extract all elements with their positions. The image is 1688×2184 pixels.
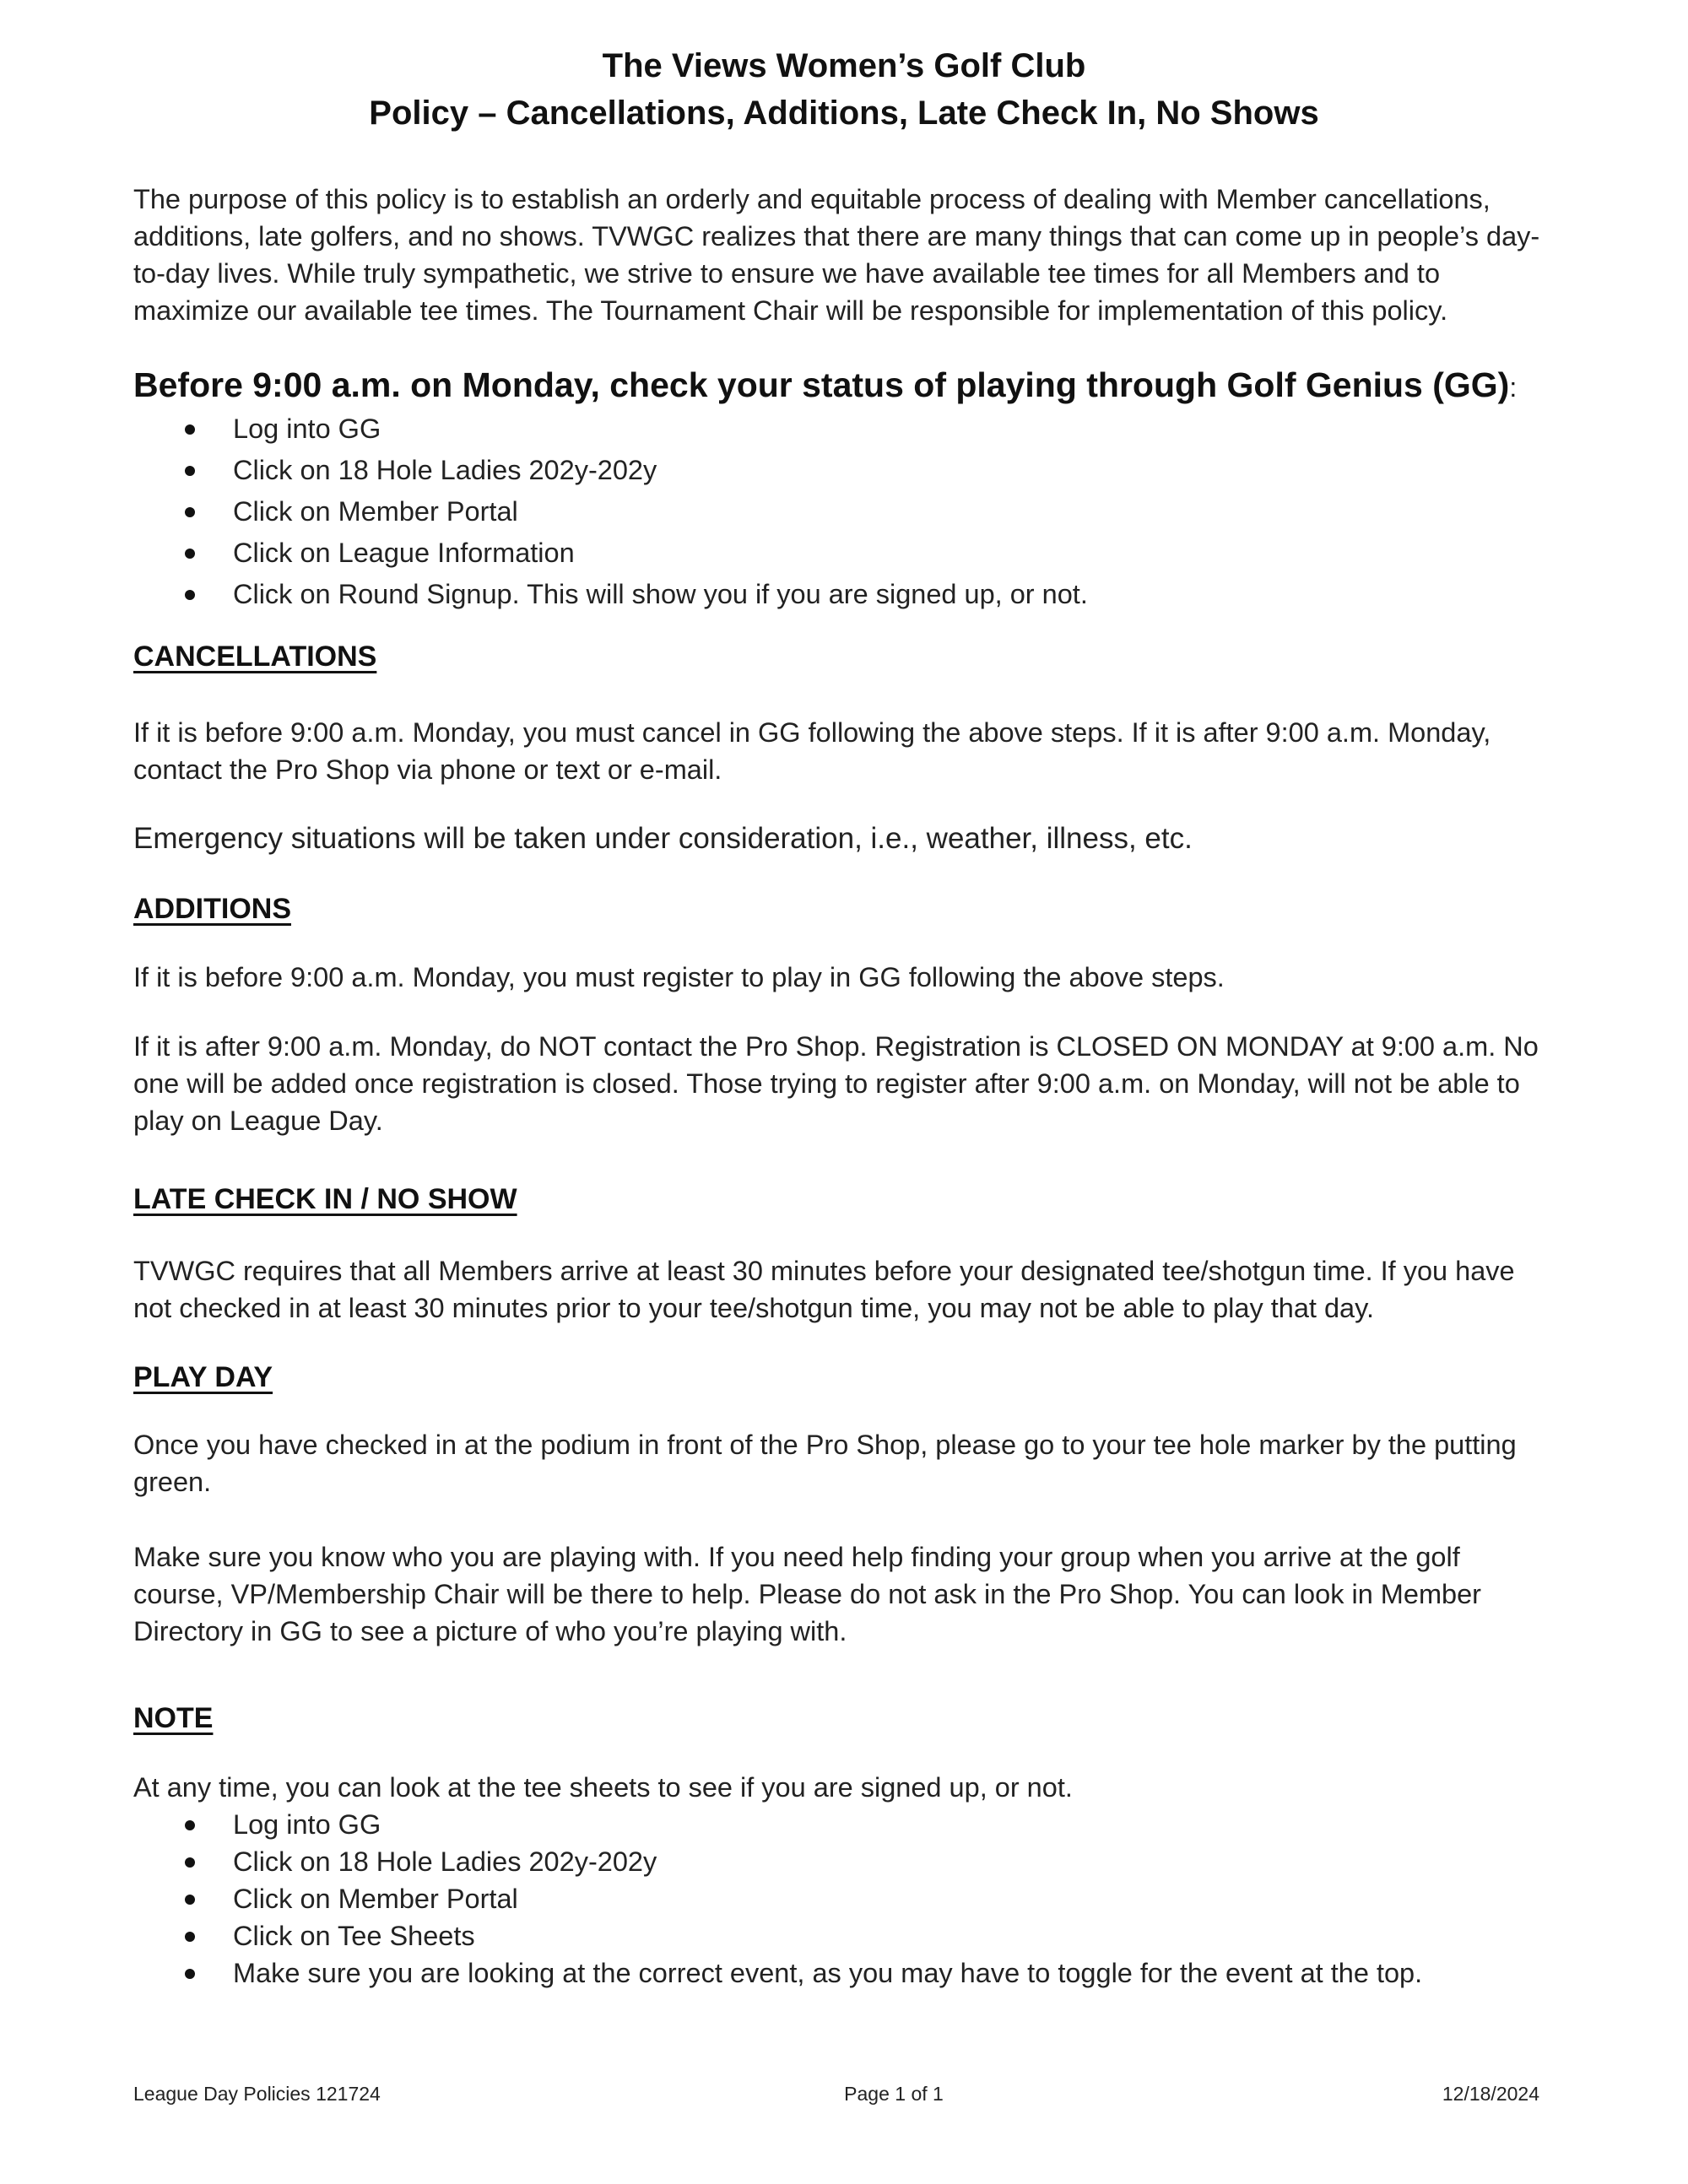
check-status-heading-text: Before 9:00 a.m. on Monday, check your status of playing through Golf Genius (GG) [133,365,1510,404]
check-status-heading-colon: : [1509,372,1518,403]
list-item: Log into GG [133,1806,1422,1843]
list-item: Click on Member Portal [133,491,1088,532]
footer-page-number: Page 1 of 1 [844,2083,944,2105]
list-item: Click on 18 Hole Ladies 202y-202y [133,450,1088,491]
document-subtitle: Policy – Cancellations, Additions, Late Check In, No Shows [369,95,1319,132]
check-status-heading [133,361,1585,411]
list-item: Click on 18 Hole Ladies 202y-202y [133,1843,1422,1880]
note-heading: NOTE [133,1702,214,1734]
additions-heading: ADDITIONS [133,893,291,925]
footer-date: 12/18/2024 [1442,2083,1539,2105]
play-day-paragraph-1: Once you have checked in at the podium in front of the Pro Shop, please go to your tee hole marker by the putting green. [133,1430,1517,1497]
additions-paragraph-2: If it is after 9:00 a.m. Monday, do NOT contact the Pro Shop. Registration is CLOSED ON MONDAY at 9:00 a.m. No one will be added once registration is closed. Those trying to register after 9:00 a.m. on Monday, will not be able to play on League Day. [133,1031,1539,1136]
note-paragraph: At any time, you can look at the tee sheets to see if you are signed up, or not. [133,1772,1073,1803]
list-item: Click on Member Portal [133,1880,1422,1917]
cancellations-paragraph-2: Emergency situations will be taken under consideration, i.e., weather, illness, etc. [133,822,1193,855]
list-item: Make sure you are looking at the correct event, as you may have to toggle for the event at the top. [133,1954,1422,1992]
cancellations-paragraph-1: If it is before 9:00 a.m. Monday, you must cancel in GG following the above steps. If it is after 9:00 a.m. Monday, contact the Pro Shop via phone or text or e-mail. [133,717,1491,785]
cancellations-heading: CANCELLATIONS [133,641,377,673]
list-item: Click on Round Signup. This will show you if you are signed up, or not. [133,574,1088,615]
list-item: Click on Tee Sheets [133,1917,1422,1954]
late-check-in-paragraph: TVWGC requires that all Members arrive at least 30 minutes before your designated tee/shotgun time. If you have not checked in at least 30 minutes prior to your tee/shotgun time, you may not be able to play that day. [133,1256,1515,1323]
note-steps [133,1806,1422,1992]
check-status-steps [133,408,1088,615]
play-day-paragraph-2: Make sure you know who you are playing with. If you need help finding your group when you arrive at the golf course, VP/Membership Chair will be there to help. Please do not ask in the Pro Shop. You can look in Member Directory in GG to see a picture of who you’re playing with. [133,1542,1481,1646]
footer-document-name: League Day Policies 121724 [133,2083,381,2105]
document-title: The Views Women’s Golf Club [602,47,1086,84]
additions-paragraph-1: If it is before 9:00 a.m. Monday, you must register to play in GG following the above steps. [133,962,1225,992]
intro-paragraph: The purpose of this policy is to establish an orderly and equitable process of dealing with Member cancellations, additions, late golfers, and no shows. TVWGC realizes that there are many things that can come up in people’s day-to-day lives. While truly sympathetic, we strive to ensure we have available tee times for all Members and to maximize our available tee times. The Tournament Chair will be responsible for implementation of this policy. [133,184,1540,326]
list-item: Click on League Information [133,532,1088,574]
late-check-in-heading: LATE CHECK IN / NO SHOW [133,1183,517,1215]
play-day-heading: PLAY DAY [133,1361,273,1393]
list-item: Log into GG [133,408,1088,450]
